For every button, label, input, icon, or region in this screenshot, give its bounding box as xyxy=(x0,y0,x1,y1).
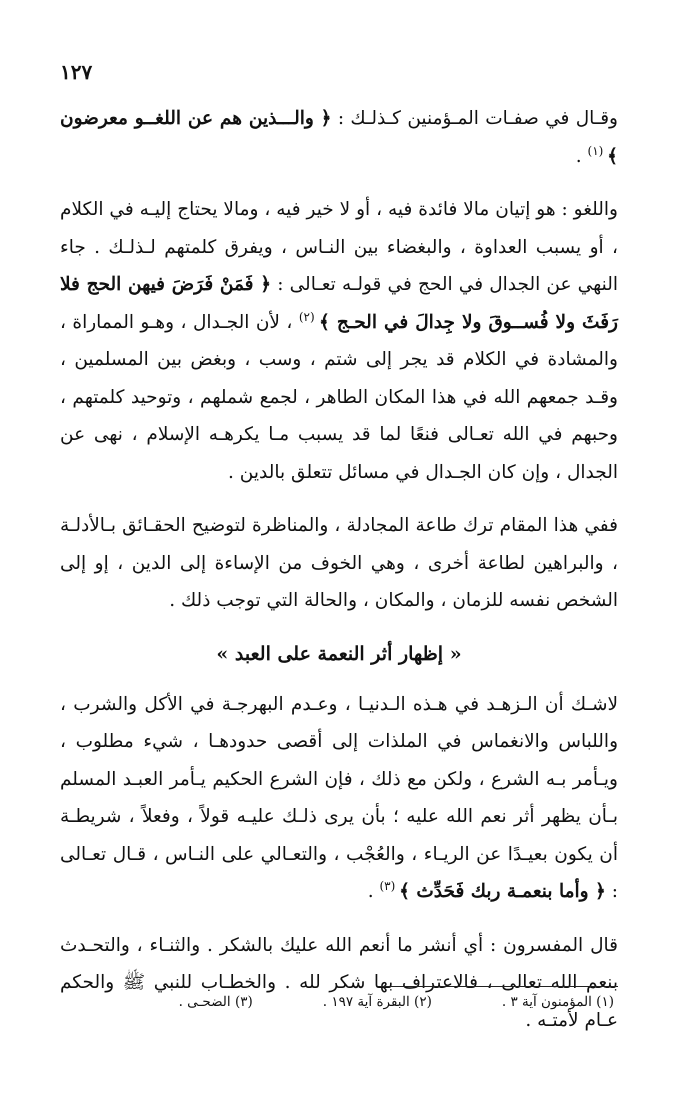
text-run: وقـال في صفـات المـؤمنين كـذلـك : xyxy=(331,108,618,129)
page-body xyxy=(60,100,618,1055)
footnote-ref: (٣) xyxy=(379,878,400,893)
quran-verse: ﴿ والـــذين هم عن اللغــو معرضون ﴾ xyxy=(60,108,618,167)
text-run: . xyxy=(367,881,380,902)
text-run: لاشـك أن الـزهـد في هـذه الـدنيـا ، وعـدم البهرجـة في الأكل والشرب ، واللباس والانغماس في الملذات إلى أقصى حدودهـا ، شيء مطلوب ، ويـأمر بـه الشرع ، ولكن مع ذلك ، فإن الشرع الحكيم يـأمر العبـد المسلم بـأن يظهر أثر نعم الله عليه ؛ بأن يرى ذلـك عليـه قولاً ، وفعلاً ، شريطـة أن يكون بعيـدًا عن الريـاء ، والعُجْب ، والتعـالي على النـاس ، قـال تعـالى : xyxy=(60,693,618,902)
footnote-1: (١) المؤمنون آية ٣ . xyxy=(501,994,614,1010)
paragraph-2 xyxy=(60,191,618,491)
footnotes xyxy=(64,994,614,1010)
footnote-ref: (٢) xyxy=(298,309,320,324)
footnote-2: (٢) البقرة آية ١٩٧ . xyxy=(322,994,432,1010)
text-run: قال المفسرون : أي أنشر ما أنعم الله عليك بالشكر . والثنـاء ، والتحـدث بنعم الله تعالى ، فالاعتراف بها شكر لله . والخطـاب للنبي ﷺ والحكم عـام لأمتـه . xyxy=(60,934,618,1031)
paragraph-4 xyxy=(60,686,618,911)
text-run: ، لأن الجـدال ، وهـو المماراة ، والمشادة في الكلام قد يجر إلى شتم ، وسب ، وبغض بين المسلمين ، وقـد جمعهم الله في هذا المكان الطاهر ، لجمع شملهم ، وتوحيد كلمتهم ، وحبهم في الله تعـالى فنعًا لما قد يسبب مـا يكرهـه الإسلام ، نهى عن الجدال ، وإن كان الجـدال في مسائل تتعلق بالدين . xyxy=(60,311,618,483)
footnote-3: (٣) الضحـى . xyxy=(178,994,253,1010)
page-number: ١٢٧ xyxy=(60,60,93,84)
quran-verse: ﴿ فَمَنْ فَرَضَ فيهن الحج فلا رَفَثَ ولا فُســوقَ ولا جِدالَ في الحـج ﴾ xyxy=(60,274,618,333)
text-run: ففي هذا المقام ترك طاعة المجادلة ، والمناظرة لتوضيح الحقـائق بـالأدلـة ، والبراهين لطاعة أخرى ، وهي الخوف من الإساءة إلى الدين ، إو إلى الشخص نفسه للزمان ، والمكان ، والحالة التي توجب ذلك . xyxy=(60,515,618,611)
footnote-ref: (١) xyxy=(587,143,608,158)
footnote-divider xyxy=(378,986,618,987)
paragraph-5 xyxy=(60,927,618,1040)
text-run: . xyxy=(575,145,588,167)
quran-verse: ﴿ وأما بنعمـة ربك فَحَدِّث ﴾ xyxy=(399,881,606,902)
text-run: واللغو : هو إتيان مالا فائدة فيه ، أو لا خير فيه ، ومالا يحتاج إليـه في الكلام ، أو يسبب العداوة ، والبغضاء بين النـاس ، ويفرق كلمتهم لـذلـك . جاء النهي عن الجدال في الحج في قولـه تعـالى : xyxy=(60,199,618,295)
paragraph-3 xyxy=(60,507,618,620)
paragraph-1 xyxy=(60,100,618,175)
section-heading: « إظهار أثر النعمة على العبد » xyxy=(216,642,462,665)
